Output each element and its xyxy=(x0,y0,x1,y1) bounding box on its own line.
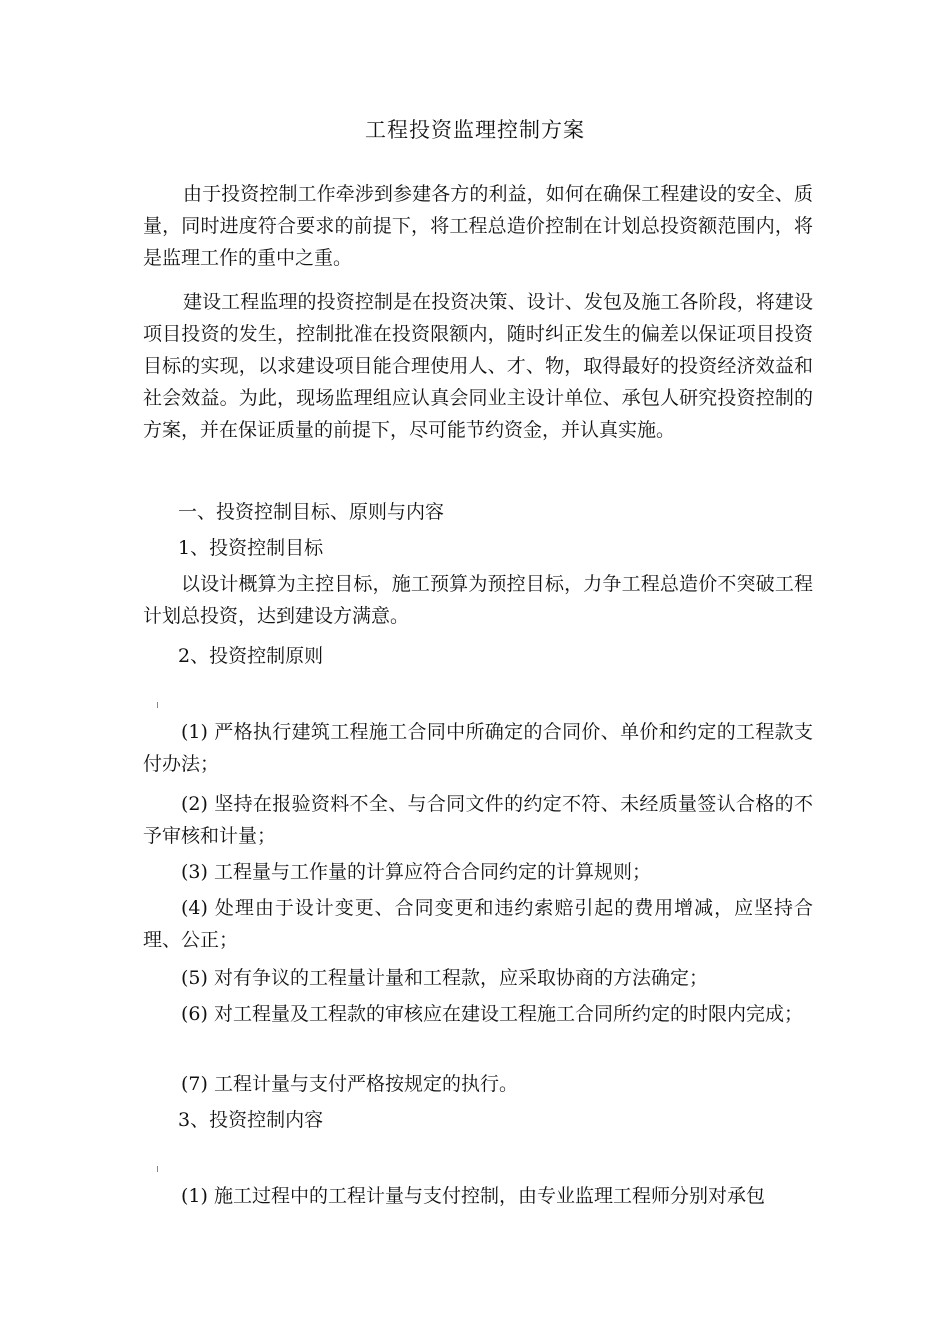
principle-item: (4) 处理由于设计变更、合同变更和违约索赔引起的费用增减，应坚持合理、公正； xyxy=(143,897,813,951)
principle-item: (5) 对有争议的工程量计量和工程款，应采取协商的方法确定； xyxy=(181,967,708,989)
subsection-text-1: 以设计概算为主控目标，施工预算为预控目标，力争工程总造价不突破工程计划总投资，达到建设方满意。 xyxy=(143,573,813,627)
subsection-heading-2: 2、投资控制原则 xyxy=(178,645,324,667)
document-title: 工程投资监理控制方案 xyxy=(365,118,585,142)
content-item: (1) 施工过程中的工程计量与支付控制，由专业监理工程师分别对承包 xyxy=(181,1185,765,1207)
paragraph-mark xyxy=(157,1166,161,1172)
principle-item: (2) 坚持在报验资料不全、与合同文件的约定不符、未经质量签认合格的不予审核和计量； xyxy=(143,793,813,847)
principle-item: (3) 工程量与工作量的计算应符合合同约定的计算规则； xyxy=(181,861,651,883)
subsection-heading-3: 3、投资控制内容 xyxy=(178,1109,324,1131)
principle-item: (6) 对工程量及工程款的审核应在建设工程施工合同所约定的时限内完成； xyxy=(181,1003,803,1025)
intro-paragraph-2: 建设工程监理的投资控制是在投资决策、设计、发包及施工各阶段，将建设项目投资的发生，控制批准在投资限额内，随时纠正发生的偏差以保证项目投资目标的实现，以求建设项目能合理使用人、才、物，取得最好的投资经济效益和社会效益。为此，现场监理组应认真会同业主设计单位、承包人研究投资控制的方案，并在保证质量的前提下，尽可能节约资金，并认真实施。 xyxy=(143,291,813,441)
intro-paragraph-1: 由于投资控制工作牵涉到参建各方的利益，如何在确保工程建设的安全、质量，同时进度符合要求的前提下，将工程总造价控制在计划总投资额范围内，将是监理工作的重中之重。 xyxy=(143,183,813,269)
section-heading-1: 一、投资控制目标、原则与内容 xyxy=(178,501,445,523)
subsection-heading-1: 1、投资控制目标 xyxy=(178,537,324,559)
principle-item: (7) 工程计量与支付严格按规定的执行。 xyxy=(181,1073,518,1095)
principle-item: (1) 严格执行建筑工程施工合同中所确定的合同价、单价和约定的工程款支付办法； xyxy=(143,721,813,775)
paragraph-mark xyxy=(157,702,161,708)
